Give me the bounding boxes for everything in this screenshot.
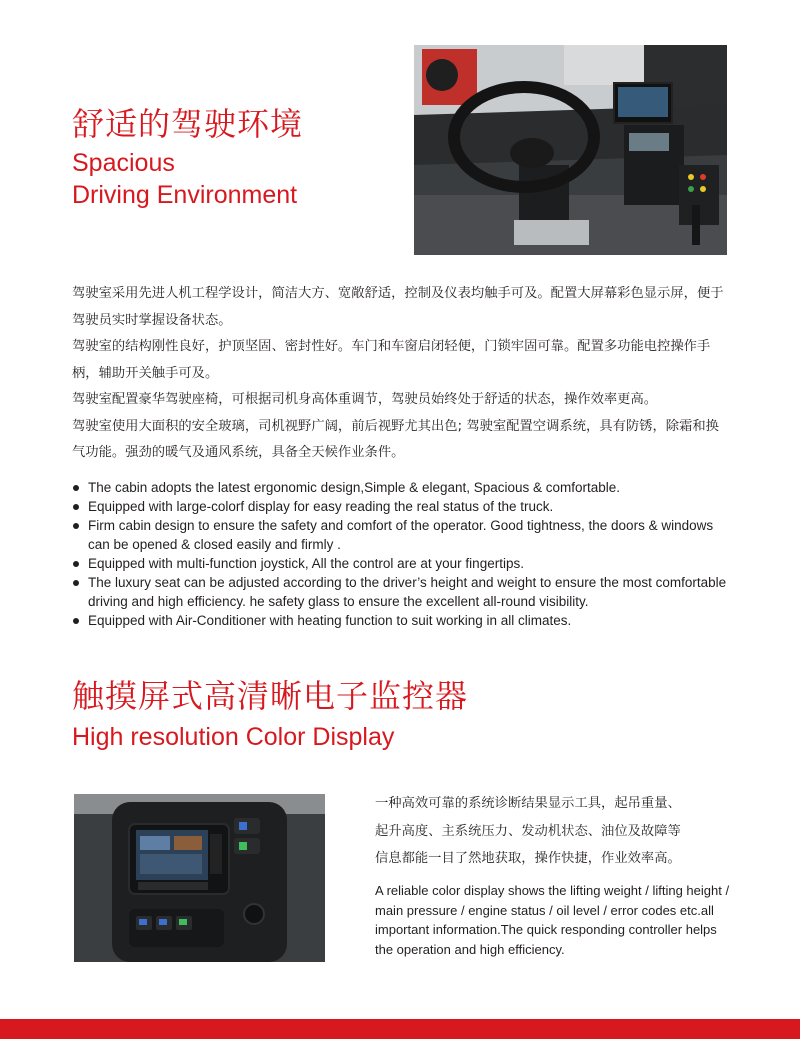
desc-cn-line: 一种高效可靠的系统诊断结果显示工具，起吊重量、 xyxy=(375,796,681,811)
section2-desc-cn xyxy=(375,790,735,873)
section2-desc-en: A reliable color display shows the lifting weight / lifting height / main pressure / engine status / oil level / error codes etc.all important information.The quick responding controller helps the operation and high efficiency. xyxy=(375,883,730,957)
desc-cn-line: 信息都能一目了然地获取，操作快捷，作业效率高。 xyxy=(375,851,681,866)
bullet-item: Equipped with large-colorf display for easy reading the real status of the truck. xyxy=(72,497,732,516)
footer-accent-bar xyxy=(0,1019,800,1039)
bullet-item: The cabin adopts the latest ergonomic design,Simple & elegant, Spacious & comfortable. xyxy=(72,478,732,497)
paragraph-cn: 驾驶室使用大面积的安全玻璃，司机视野广阔，前后视野尤其出色; 驾驶室配置空调系统，具有防锈，除霜和换气功能。强劲的暖气及通风系统，具备全天候作业条件。 xyxy=(72,418,719,460)
bullet-item: Firm cabin design to ensure the safety and comfort of the operator. Good tightness, the doors & windows can be opened & closed easily and firmly . xyxy=(72,516,732,554)
color-display-photo xyxy=(74,794,325,962)
paragraph-cn: 驾驶室配置豪华驾驶座椅，可根据司机身高体重调节，驾驶员始终处于舒适的状态，操作效率更高。 xyxy=(72,392,658,407)
section1-body-cn xyxy=(72,281,732,467)
section1-title-cn: 舒适的驾驶环境 xyxy=(72,105,304,143)
section2-title-cn: 触摸屏式高清晰电子监控器 xyxy=(72,677,469,715)
desc-cn-line: 起升高度、主系统压力、发动机状态、油位及故障等 xyxy=(375,823,681,839)
paragraph-cn: 驾驶室的结构刚性良好，护顶坚固、密封性好。车门和车窗启闭轻便，门锁牢固可靠。配置多功能电控操作手柄，辅助开关触手可及。 xyxy=(72,339,711,381)
section1-title-en-line1: Spacious xyxy=(72,149,175,177)
cabin-interior-photo xyxy=(414,45,727,255)
bullet-item: Equipped with Air-Conditioner with heating function to suit working in all climates. xyxy=(72,611,732,630)
section2-title-en: High resolution Color Display xyxy=(72,723,395,751)
section1-bullet-list xyxy=(72,478,732,630)
paragraph-cn: 驾驶室采用先进人机工程学设计，简洁大方、宽敞舒适，控制及仪表均触手可及。配置大屏幕彩色显示屏，便于驾驶员实时掌握设备状态。 xyxy=(72,286,724,328)
bullet-item: The luxury seat can be adjusted according to the driver’s height and weight to ensure the most comfortable driving and high efficiency. he safety glass to ensure the excellent all-round visibility. xyxy=(72,573,732,611)
section1-title-en-line2: Driving Environment xyxy=(72,181,298,209)
bullet-item: Equipped with multi-function joystick, All the control are at your fingertips. xyxy=(72,554,732,573)
